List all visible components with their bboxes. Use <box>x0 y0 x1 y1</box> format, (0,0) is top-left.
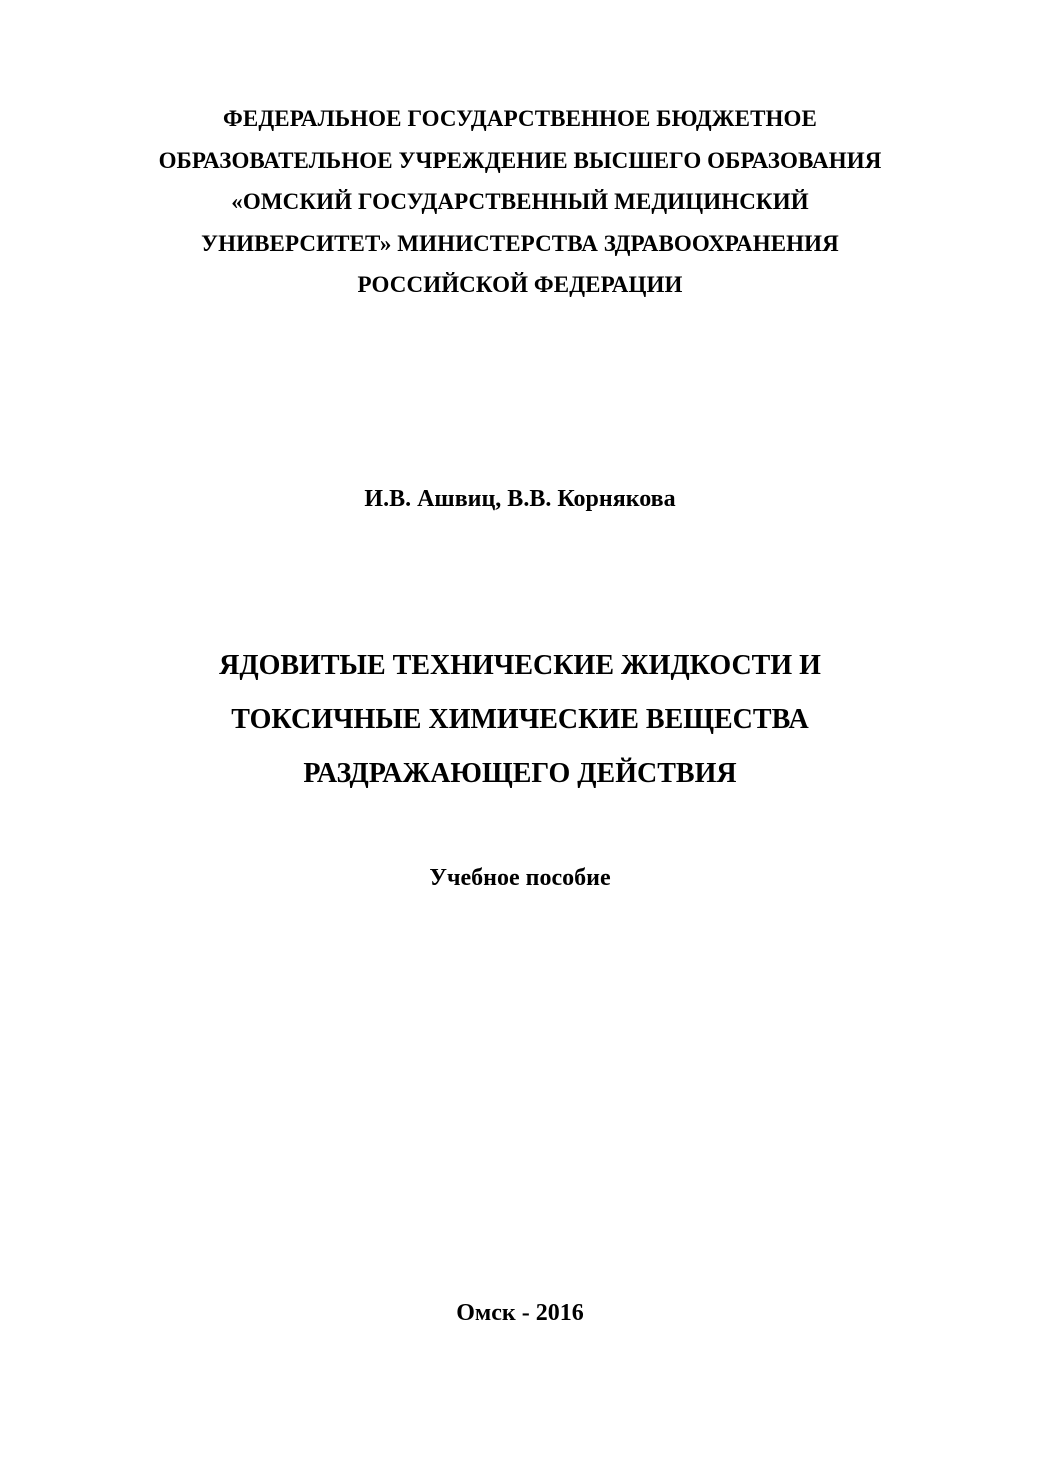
institution-line: «ОМСКИЙ ГОСУДАРСТВЕННЫЙ МЕДИЦИНСКИЙ <box>231 189 809 214</box>
institution-line: ФЕДЕРАЛЬНОЕ ГОСУДАРСТВЕННОЕ БЮДЖЕТНОЕ <box>223 106 817 131</box>
title-line: ЯДОВИТЫЕ ТЕХНИЧЕСКИЕ ЖИДКОСТИ И <box>219 650 821 681</box>
authors: И.В. Ашвиц, В.В. Корнякова <box>364 486 676 512</box>
institution-line: ОБРАЗОВАТЕЛЬНОЕ УЧРЕЖДЕНИЕ ВЫСШЕГО ОБРАЗОВАНИЯ <box>158 147 882 173</box>
title-line: ТОКСИЧНЫЕ ХИМИЧЕСКИЕ ВЕЩЕСТВА <box>231 704 809 735</box>
book-title <box>0 639 1040 801</box>
institution-line: УНИВЕРСИТЕТ» МИНИСТЕРСТВА ЗДРАВООХРАНЕНИЯ <box>201 230 839 256</box>
title-line: РАЗДРАЖАЮЩЕГО ДЕЙСТВИЯ <box>303 758 737 789</box>
institution-line: РОССИЙСКОЙ ФЕДЕРАЦИИ <box>357 272 683 297</box>
publication-type: Учебное пособие <box>429 865 611 891</box>
institution-name <box>0 98 1040 306</box>
city-year: Омск - 2016 <box>456 1300 584 1326</box>
